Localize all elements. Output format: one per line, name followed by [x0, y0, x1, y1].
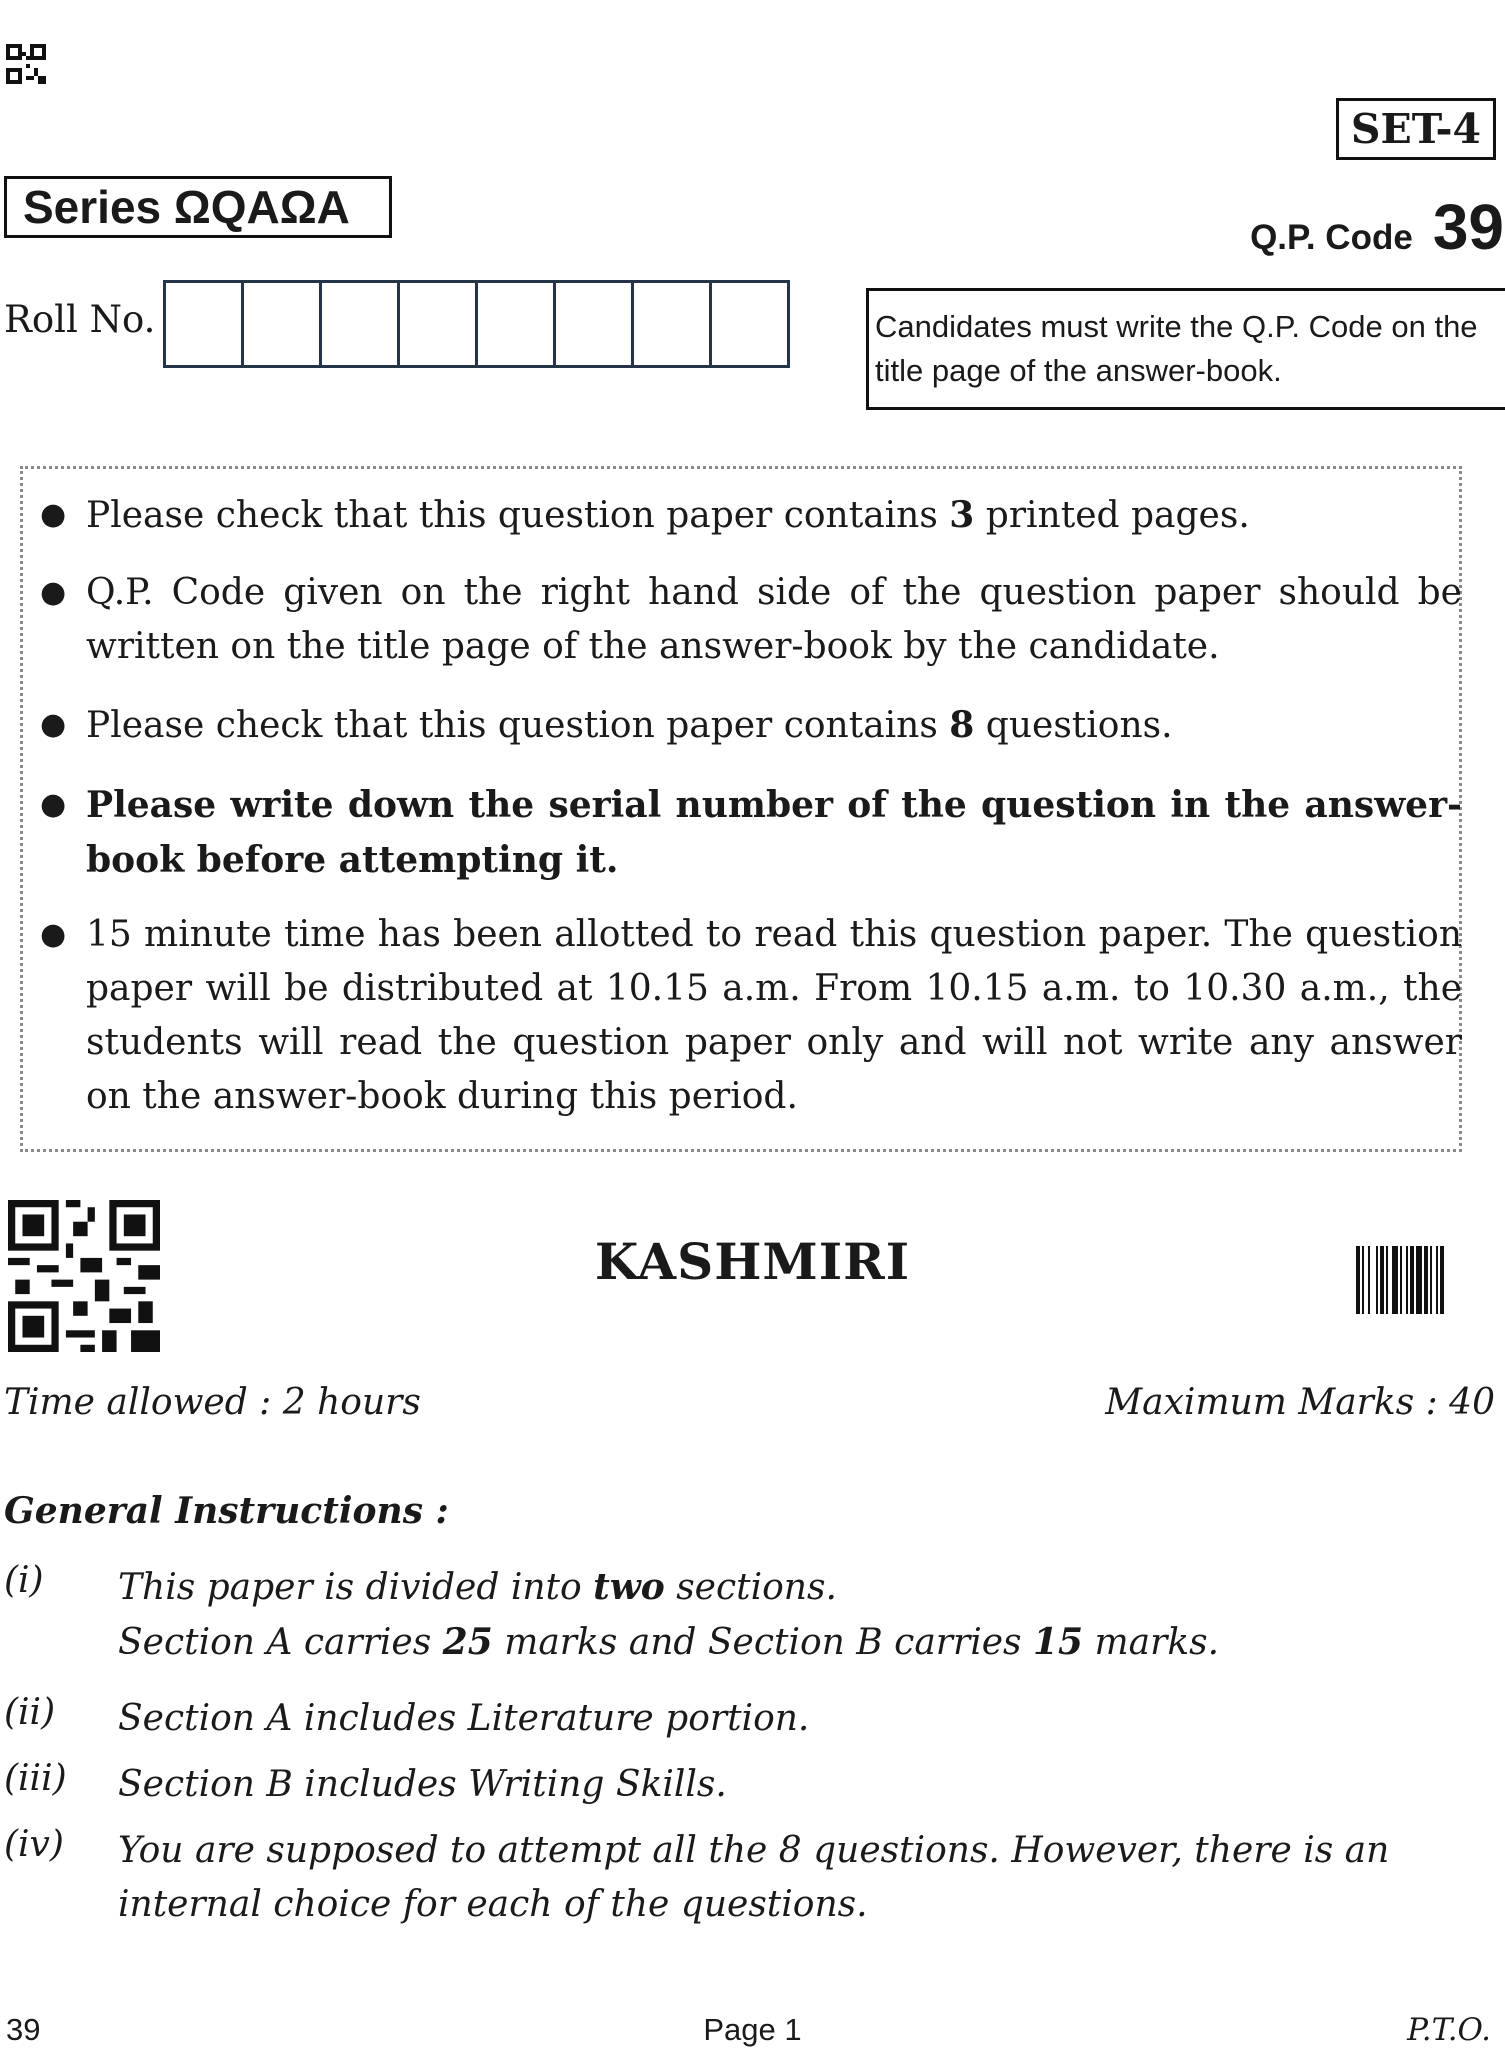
instruction-line — [118, 1692, 1488, 1746]
set-label: SET-4 — [1336, 98, 1496, 160]
bullet-icon: ● — [40, 917, 67, 952]
roll-number-box[interactable] — [244, 283, 322, 365]
text-span: marks. — [1083, 1622, 1220, 1663]
text-span: 15 minute time has been allotted to read this question paper. The question paper will be distributed at 10.15 a.m. From 10.15 a.m. to 10.30 a.m., the students will read the question paper only and will not write any answer on the answer-book during this period. — [86, 914, 1462, 1117]
instruction-text — [118, 1560, 1488, 1670]
roll-number-box[interactable] — [478, 283, 556, 365]
bold-text: 15 — [1032, 1621, 1084, 1663]
roll-number-box[interactable] — [712, 283, 787, 365]
instruction-text — [118, 1758, 1488, 1812]
instruction-line — [118, 1758, 1488, 1812]
bullet-icon: ● — [40, 575, 67, 610]
bold-text: Please write down the serial number of the question in the answer-book before attempting it. — [86, 784, 1462, 881]
bullet-icon: ● — [40, 787, 67, 822]
bold-text: 8 — [949, 704, 975, 746]
text-span: This paper is divided into — [118, 1567, 594, 1608]
text-span: You are supposed to attempt all the 8 questions. However, there is an internal choice for each of the questions. — [118, 1830, 1390, 1925]
instruction-text — [118, 1824, 1488, 1932]
notice-item — [40, 778, 1462, 888]
general-instructions-heading: General Instructions : — [4, 1490, 449, 1532]
footer-pto: P.T.O. — [1407, 2012, 1491, 2048]
roll-number-box[interactable] — [166, 283, 244, 365]
footer-page-number: Page 1 — [703, 2012, 802, 2047]
barcode-icon — [1356, 1246, 1496, 1314]
series-label: Series ΩQAΩA — [4, 176, 392, 238]
instruction-line — [118, 1824, 1488, 1932]
text-span: Please check that this question paper contains — [86, 705, 950, 746]
notice-item — [40, 698, 1462, 753]
subject-title: KASHMIRI — [594, 1232, 911, 1291]
text-span: Section A carries — [118, 1622, 443, 1663]
bold-text: two — [593, 1566, 665, 1608]
roll-number-label: Roll No. — [4, 298, 156, 341]
bullet-icon: ● — [40, 497, 67, 532]
text-span: printed pages. — [974, 495, 1250, 536]
notice-item — [40, 908, 1462, 1124]
small-qr-code-icon — [6, 44, 46, 84]
text-span: sections. — [664, 1567, 837, 1608]
instruction-line — [118, 1560, 1488, 1615]
instruction-number: (iii) — [4, 1758, 67, 1799]
instruction-number: (ii) — [4, 1692, 56, 1733]
notice-item — [40, 488, 1462, 543]
text-span: marks and Section B carries — [492, 1622, 1033, 1663]
text-span: Q.P. Code given on the right hand side of the question paper should be written on the title page of the answer-book by the candidate. — [86, 572, 1462, 667]
bold-text: 3 — [949, 494, 975, 536]
instruction-line — [118, 1615, 1488, 1670]
qp-code-value: 39 — [1432, 191, 1504, 263]
text-span: questions. — [974, 705, 1173, 746]
text-span: Section A includes Literature portion. — [118, 1698, 810, 1739]
text-span: Please check that this question paper contains — [86, 495, 950, 536]
qp-code-label: Q.P. Code — [1250, 218, 1413, 257]
instruction-number: (iv) — [4, 1824, 64, 1865]
time-allowed: Time allowed : 2 hours — [4, 1382, 421, 1423]
bold-text: 25 — [442, 1621, 493, 1663]
qp-code — [1218, 190, 1504, 263]
bullet-icon: ● — [40, 707, 67, 742]
roll-number-box[interactable] — [634, 283, 712, 365]
maximum-marks: Maximum Marks : 40 — [1105, 1382, 1495, 1423]
roll-number-boxes[interactable] — [163, 280, 790, 368]
footer-page-code: 39 — [6, 2012, 41, 2047]
roll-number-box[interactable] — [556, 283, 634, 365]
roll-number-box[interactable] — [322, 283, 400, 365]
text-span: Section B includes Writing Skills. — [118, 1764, 727, 1805]
notice-item — [40, 566, 1462, 674]
instruction-number: (i) — [4, 1560, 44, 1601]
roll-number-box[interactable] — [400, 283, 478, 365]
instruction-text — [118, 1692, 1488, 1746]
candidates-note: Candidates must write the Q.P. Code on the title page of the answer-book. — [866, 288, 1505, 410]
